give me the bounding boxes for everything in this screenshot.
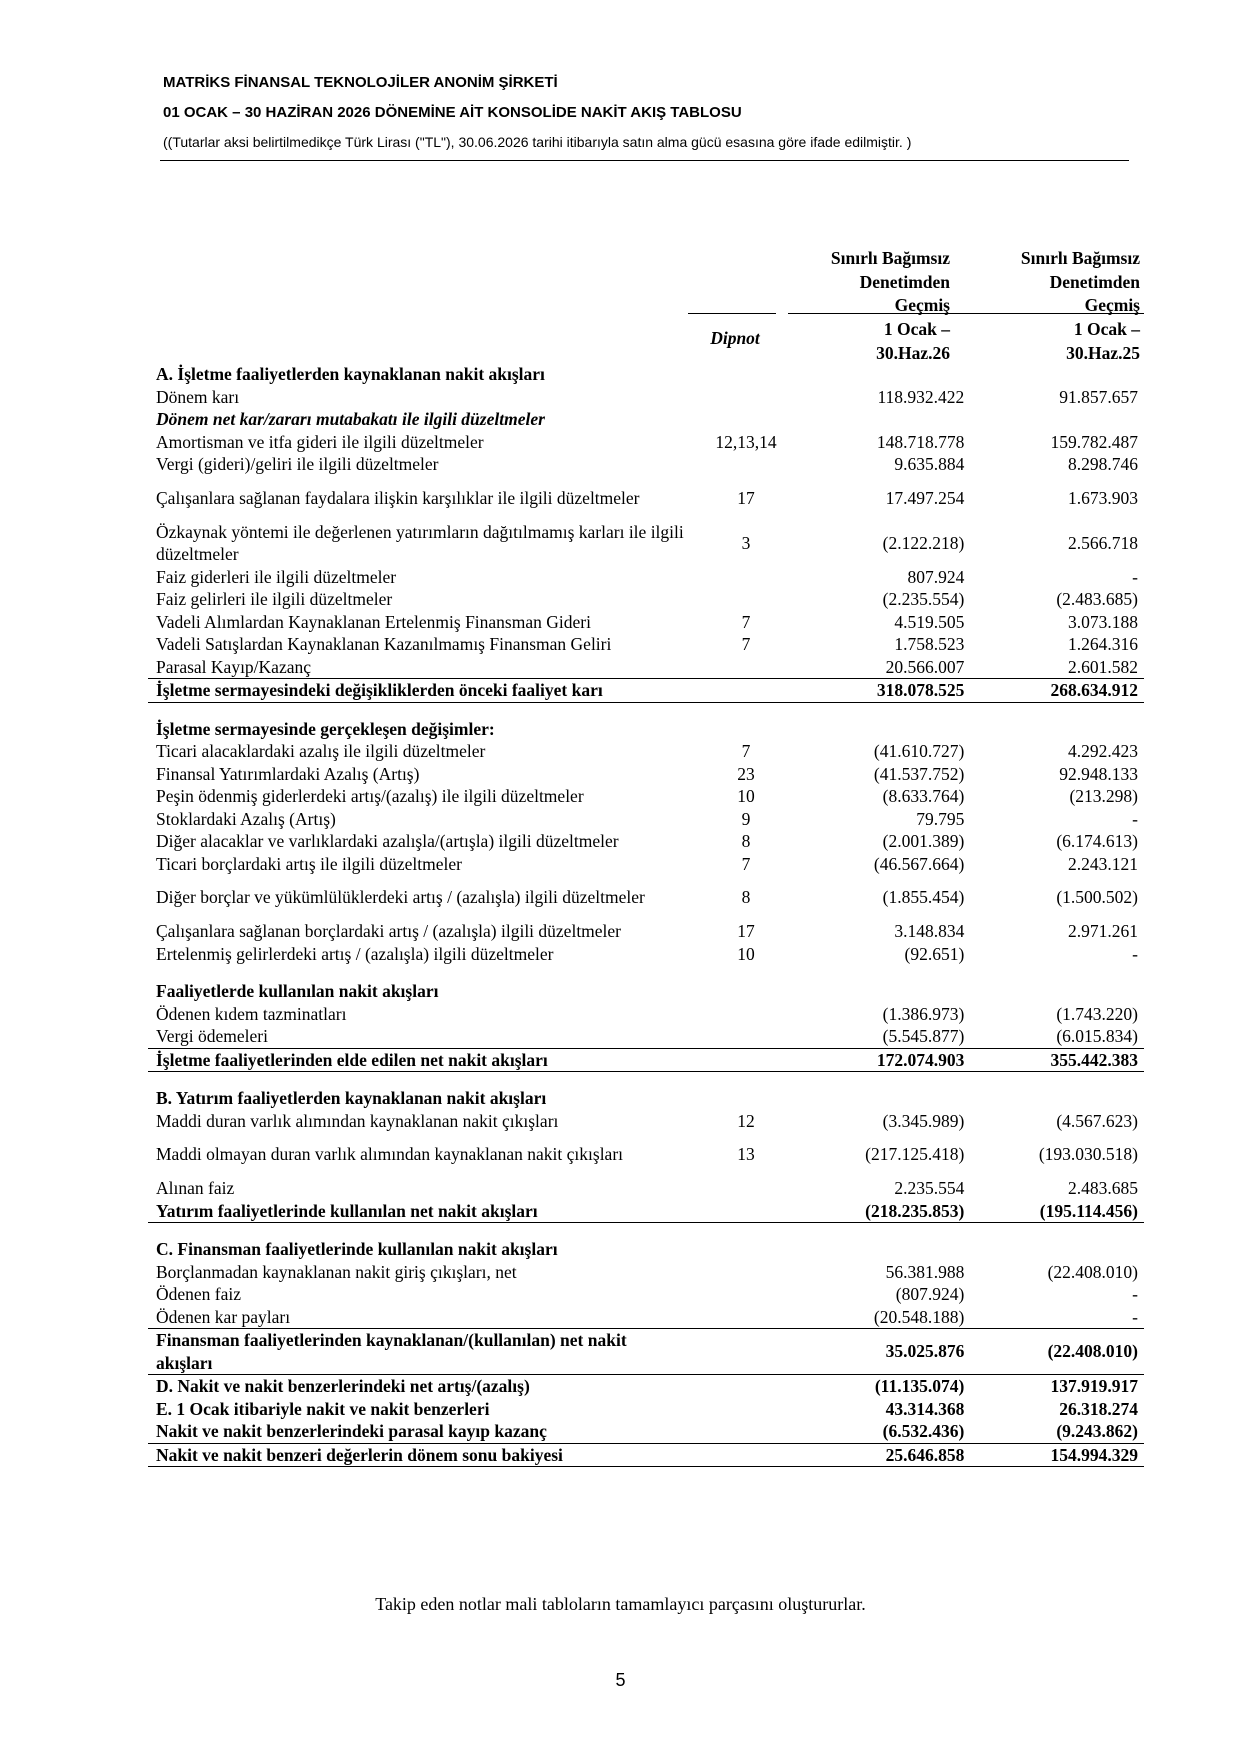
row-label: E. 1 Ocak itibariyle nakit ve nakit benzerleri (156, 1398, 490, 1419)
table-row (148, 1398, 1144, 1421)
header-divider (160, 160, 1129, 161)
row-note: 12 (737, 1110, 755, 1131)
row-value-prior: - (1132, 1306, 1138, 1327)
row-note (687, 1306, 806, 1329)
row-note: 8 (741, 887, 751, 908)
row-note: 3 (741, 532, 751, 553)
row-value-current: (807.924) (895, 1284, 965, 1304)
row-label: Dönem net kar/zararı mutabakatı ile ilgili düzeltmeler (156, 409, 545, 429)
row-value-prior (968, 718, 1144, 741)
row-value-current: (46.567.664) (873, 853, 965, 874)
row-value-prior: (195.114.456) (968, 1200, 1144, 1223)
spacer-row (148, 1223, 1144, 1239)
row-value-current (805, 363, 968, 386)
row-value-current: (41.610.727) (873, 741, 965, 761)
row-value-prior (968, 408, 1144, 431)
row-value-current: (218.235.853) (805, 1200, 968, 1223)
row-label (148, 965, 687, 980)
table-row (148, 408, 1144, 431)
table-row (148, 740, 1144, 763)
row-note: 7 (741, 853, 751, 874)
row-note: 13 (737, 1144, 755, 1165)
row-note: 7 (741, 611, 751, 632)
table-row (148, 920, 1144, 943)
row-label: C. Finansman faaliyetlerinde kullanılan nakit akışları (156, 1239, 558, 1259)
row-note (687, 965, 806, 980)
row-value-prior (968, 1087, 1144, 1110)
table-row (148, 476, 1144, 521)
table-row (148, 1306, 1144, 1329)
row-value-prior: 3.073.188 (1068, 611, 1138, 632)
table-row (148, 763, 1144, 786)
row-value-prior: (4.567.623) (1056, 1110, 1138, 1131)
row-value-prior: 2.483.685 (1068, 1178, 1138, 1198)
row-value-current (805, 408, 968, 431)
table-row (148, 1132, 1144, 1177)
table-row (148, 1375, 1144, 1398)
row-value-prior (968, 980, 1144, 1003)
row-note (687, 980, 806, 1003)
col1-period-end: 30.Haz.26 (876, 342, 950, 363)
table-row (148, 566, 1144, 589)
row-note (687, 702, 806, 718)
row-value-current (805, 1072, 968, 1088)
row-value-current (805, 1238, 968, 1261)
table-row (148, 785, 1144, 808)
row-value-prior: - (1132, 943, 1138, 964)
row-label: Dönem karı (156, 386, 240, 407)
table-row (148, 1443, 1144, 1467)
row-value-current: 4.519.505 (894, 611, 965, 632)
row-value-current: 807.924 (907, 566, 965, 587)
row-label: Vadeli Alımlardan Kaynaklanan Ertelenmiş Finansman Gideri (156, 611, 591, 632)
row-label: Çalışanlara sağlanan faydalara ilişkin karşılıklar ile ilgili düzeltmeler (156, 487, 640, 508)
row-value-current: 56.381.988 (885, 1261, 965, 1282)
table-row (148, 718, 1144, 741)
row-label: Özkaynak yöntemi ile değerlenen yatırımların dağıtılmamış karları ile ilgili düzeltmeler (156, 521, 684, 564)
row-value-current: 35.025.876 (805, 1329, 968, 1375)
table-row (148, 1177, 1144, 1200)
row-value-current: (2.001.389) (882, 831, 965, 851)
table-row (148, 431, 1144, 454)
row-label (148, 1223, 687, 1239)
row-note (687, 453, 806, 476)
col1-period (790, 318, 950, 365)
row-label: Faaliyetlerde kullanılan nakit akışları (156, 981, 439, 1001)
row-value-prior: (6.015.834) (1056, 1026, 1138, 1046)
row-value-current: (2.122.218) (882, 532, 965, 553)
row-label: Nakit ve nakit benzerlerindeki parasal kayıp kazanç (156, 1421, 547, 1441)
row-label: Ertelenmiş gelirlerdeki artış / (azalışla) ilgili düzeltmeler (156, 943, 554, 964)
row-note (687, 1072, 806, 1088)
col2-period (980, 318, 1140, 365)
table-row (148, 633, 1144, 656)
row-note (687, 1200, 806, 1223)
row-note (687, 588, 806, 611)
table-row (148, 679, 1144, 703)
row-label: İşletme sermayesindeki değişikliklerden önceki faaliyet karı (148, 679, 687, 703)
row-value-current: 20.566.007 (885, 656, 965, 677)
row-value-prior: (22.408.010) (1047, 1261, 1138, 1282)
table-row (148, 1110, 1144, 1133)
row-note (687, 1177, 806, 1200)
row-note: 12,13,14 (715, 431, 777, 452)
row-label: B. Yatırım faaliyetlerden kaynaklanan nakit akışları (156, 1088, 547, 1108)
table-row (148, 853, 1144, 876)
table-row (148, 611, 1144, 634)
table-row (148, 1238, 1144, 1261)
row-value-current (805, 718, 968, 741)
col1-header (790, 247, 950, 318)
row-note (687, 1223, 806, 1239)
company-name: MATRİKS FİNANSAL TEKNOLOJİLER ANONİM ŞİRKETİ (163, 74, 558, 91)
table-row (148, 1420, 1144, 1443)
row-label: Peşin ödenmiş giderlerdeki artış/(azalış) ile ilgili düzeltmeler (156, 786, 584, 806)
spacer-row (148, 1072, 1144, 1088)
row-value-current: 17.497.254 (885, 487, 965, 508)
spacer-row (148, 702, 1144, 718)
row-value-prior: 2.243.121 (1068, 853, 1138, 874)
row-label: İşletme faaliyetlerinden elde edilen net nakit akışları (148, 1048, 687, 1072)
row-note (687, 1238, 806, 1261)
spacer-row (148, 965, 1144, 980)
row-value-prior: 92.948.133 (1059, 763, 1138, 784)
row-label: Borçlanmadan kaynaklanan nakit giriş çıkışları, net (156, 1261, 517, 1282)
table-row (148, 521, 1144, 566)
table-row (148, 1087, 1144, 1110)
row-label (148, 702, 687, 718)
row-value-current: 79.795 (916, 808, 965, 829)
row-value-prior: (9.243.862) (1056, 1421, 1138, 1441)
row-note: 23 (737, 763, 755, 784)
row-value-current: 9.635.884 (894, 454, 965, 474)
row-note: 10 (737, 943, 755, 964)
row-note (687, 386, 806, 409)
row-label: Diğer borçlar ve yükümlülüklerdeki artış / (azalışla) ilgili düzeltmeler (156, 887, 645, 908)
table-row (148, 386, 1144, 409)
row-value-prior: 355.442.383 (968, 1048, 1144, 1072)
row-value-prior (968, 1223, 1144, 1239)
row-label: Faiz giderleri ile ilgili düzeltmeler (156, 566, 397, 587)
row-value-prior: - (1132, 1284, 1138, 1304)
row-value-current: 3.148.834 (894, 921, 965, 941)
row-value-prior: 4.292.423 (1068, 741, 1138, 761)
row-value-prior: 159.782.487 (1050, 431, 1138, 452)
row-value-current: (20.548.188) (873, 1306, 965, 1327)
row-note: 7 (741, 741, 751, 761)
table-row (148, 363, 1144, 386)
row-value-current: (5.545.877) (882, 1026, 965, 1046)
row-value-current (805, 1223, 968, 1239)
table-row (148, 1283, 1144, 1306)
col1-header-line3: Geçmiş (894, 295, 950, 315)
row-value-current: 43.314.368 (885, 1398, 965, 1419)
row-value-current (805, 980, 968, 1003)
row-value-current: (1.386.973) (882, 1003, 965, 1024)
col2-header (980, 247, 1140, 318)
row-value-prior: (22.408.010) (968, 1329, 1144, 1375)
cash-flow-table (148, 363, 1144, 1467)
row-note: 7 (741, 634, 751, 654)
row-label: Maddi olmayan duran varlık alımından kaynaklanan nakit çıkışları (156, 1144, 624, 1165)
row-label: Diğer alacaklar ve varlıklardaki azalışla/(artışla) ilgili düzeltmeler (156, 831, 619, 851)
row-label: Nakit ve nakit benzeri değerlerin dönem sonu bakiyesi (148, 1443, 687, 1467)
row-label: Parasal Kayıp/Kazanç (156, 656, 311, 677)
row-value-current: (6.532.436) (882, 1421, 965, 1441)
row-value-prior: 1.673.903 (1068, 487, 1138, 508)
row-label: Stoklardaki Azalış (Artış) (156, 808, 336, 829)
row-note (687, 566, 806, 589)
row-value-current: 172.074.903 (805, 1048, 968, 1072)
row-value-prior: 8.298.746 (1068, 454, 1138, 474)
row-note (687, 408, 806, 431)
row-note: 8 (741, 831, 751, 851)
row-value-prior: (193.030.518) (1038, 1144, 1138, 1165)
row-note (687, 1398, 806, 1421)
table-row (148, 1261, 1144, 1284)
row-value-current: (8.633.764) (882, 786, 965, 806)
row-label: Vergi (gideri)/geliri ile ilgili düzeltmeler (156, 454, 439, 474)
row-value-current: (217.125.418) (865, 1144, 965, 1165)
row-label: D. Nakit ve nakit benzerlerindeki net artış/(azalış) (156, 1376, 530, 1396)
row-note (687, 1087, 806, 1110)
row-note (687, 656, 806, 679)
table-row (148, 1025, 1144, 1048)
row-note (687, 718, 806, 741)
row-value-prior: 1.264.316 (1068, 634, 1138, 654)
col1-header-line1: Sınırlı Bağımsız (830, 248, 950, 268)
statement-title: 01 OCAK – 30 HAZİRAN 2026 DÖNEMİNE AİT KONSOLİDE NAKİT AKIŞ TABLOSU (163, 104, 742, 121)
row-value-prior: - (1132, 808, 1138, 829)
row-note (687, 1329, 806, 1375)
row-value-current: 318.078.525 (805, 679, 968, 703)
row-label: Alınan faiz (156, 1178, 235, 1198)
col2-header-line2: Denetimden (1049, 271, 1140, 292)
row-value-prior (968, 363, 1144, 386)
row-note (687, 1420, 806, 1443)
row-note (687, 1025, 806, 1048)
row-value-current: 118.932.422 (877, 386, 965, 407)
row-value-current: (11.135.074) (874, 1376, 965, 1396)
table-row (148, 1003, 1144, 1026)
note-column-header: Dipnot (710, 328, 760, 348)
note-header-rule (688, 313, 776, 314)
row-value-prior: 154.994.329 (968, 1443, 1144, 1467)
col2-header-line1: Sınırlı Bağımsız (1020, 248, 1140, 268)
footnote: Takip eden notlar mali tabloların tamamlayıcı parçasını oluştururlar. (375, 1594, 866, 1614)
row-note (687, 363, 806, 386)
row-value-current: (2.235.554) (882, 589, 965, 609)
row-value-current: (1.855.454) (882, 887, 965, 908)
row-label: Ödenen kar payları (156, 1306, 291, 1327)
row-value-prior (968, 1072, 1144, 1088)
table-row (148, 1048, 1144, 1072)
row-note (687, 1375, 806, 1398)
table-row (148, 453, 1144, 476)
row-label: Ödenen faiz (156, 1284, 242, 1304)
row-value-current (805, 1087, 968, 1110)
row-value-prior (968, 702, 1144, 718)
row-value-current: 25.646.858 (805, 1443, 968, 1467)
row-value-prior: 2.601.582 (1068, 656, 1138, 677)
row-value-current: 148.718.778 (876, 431, 965, 452)
row-value-prior: (2.483.685) (1056, 589, 1138, 609)
row-value-prior: 268.634.912 (968, 679, 1144, 703)
table-row (148, 808, 1144, 831)
row-value-prior: 2.566.718 (1068, 532, 1138, 553)
row-value-prior: 26.318.274 (1059, 1398, 1138, 1419)
row-note: 9 (741, 808, 751, 829)
row-value-prior: 137.919.917 (1050, 1376, 1138, 1396)
statement-subtitle: ((Tutarlar aksi belirtilmedikçe Türk Lirası ("TL"), 30.06.2026 tarihi itibarıyla satın alma gücü esasına göre ifade edilmiştir. ) (163, 134, 912, 150)
row-value-current (805, 965, 968, 980)
row-note: 17 (737, 921, 755, 941)
row-label (148, 1072, 687, 1088)
row-value-current: (41.537.752) (873, 763, 965, 784)
row-value-prior: (213.298) (1069, 786, 1138, 806)
table-row (148, 1329, 1144, 1375)
col2-header-line3: Geçmiş (1084, 295, 1140, 315)
row-value-current (805, 702, 968, 718)
row-note (687, 1283, 806, 1306)
col2-period-start: 1 Ocak – (1073, 319, 1140, 339)
table-row (148, 656, 1144, 679)
row-value-prior (968, 965, 1144, 980)
row-value-prior: (1.743.220) (1056, 1003, 1138, 1024)
row-label: Finansal Yatırımlardaki Azalış (Artış) (156, 763, 420, 784)
table-row (148, 830, 1144, 853)
col2-period-end: 30.Haz.25 (1066, 342, 1140, 363)
row-label: Ticari borçlardaki artış ile ilgili düzeltmeler (156, 853, 462, 874)
row-label: Ticari alacaklardaki azalış ile ilgili düzeltmeler (156, 741, 486, 761)
row-value-prior: - (1132, 566, 1138, 587)
page-number: 5 (615, 1670, 626, 1690)
row-value-prior: (1.500.502) (1056, 887, 1138, 908)
row-value-current: 2.235.554 (894, 1178, 965, 1198)
row-note (687, 1261, 806, 1284)
row-note: 17 (737, 487, 755, 508)
row-label: İşletme sermayesinde gerçekleşen değişimler: (156, 718, 495, 739)
row-value-current: (3.345.989) (882, 1110, 965, 1131)
row-label: Çalışanlara sağlanan borçlardaki artış / (azalışla) ilgili düzeltmeler (156, 921, 622, 941)
row-value-prior: (6.174.613) (1056, 831, 1138, 851)
col1-header-line2: Denetimden (859, 271, 950, 292)
row-label: A. İşletme faaliyetlerden kaynaklanan nakit akışları (156, 364, 545, 384)
table-row (148, 980, 1144, 1003)
row-note (687, 1003, 806, 1026)
table-row (148, 875, 1144, 920)
row-value-prior (968, 1238, 1144, 1261)
row-value-prior: 91.857.657 (1059, 386, 1138, 407)
row-note (687, 1048, 806, 1072)
col-header-rule (788, 313, 1144, 314)
row-label: Maddi duran varlık alımından kaynaklanan nakit çıkışları (156, 1110, 559, 1131)
row-value-current: 1.758.523 (894, 634, 965, 654)
row-label: Ödenen kıdem tazminatları (156, 1003, 347, 1024)
row-note: 10 (737, 786, 755, 806)
table-row (148, 588, 1144, 611)
table-row (148, 1200, 1144, 1223)
row-label: Yatırım faaliyetlerinde kullanılan net nakit akışları (148, 1200, 687, 1223)
row-value-prior: 2.971.261 (1068, 921, 1138, 941)
row-label: Finansman faaliyetlerinden kaynaklanan/(kullanılan) net nakit akışları (148, 1329, 687, 1375)
col1-period-start: 1 Ocak – (883, 319, 950, 339)
row-value-current: (92.651) (904, 943, 965, 964)
row-label: Vadeli Satışlardan Kaynaklanan Kazanılmamış Finansman Geliri (156, 634, 612, 654)
row-note (687, 679, 806, 703)
row-label: Faiz gelirleri ile ilgili düzeltmeler (156, 589, 393, 609)
row-label: Amortisman ve itfa gideri ile ilgili düzeltmeler (156, 431, 484, 452)
table-row (148, 943, 1144, 966)
row-label: Vergi ödemeleri (156, 1026, 268, 1046)
row-note (687, 1443, 806, 1467)
